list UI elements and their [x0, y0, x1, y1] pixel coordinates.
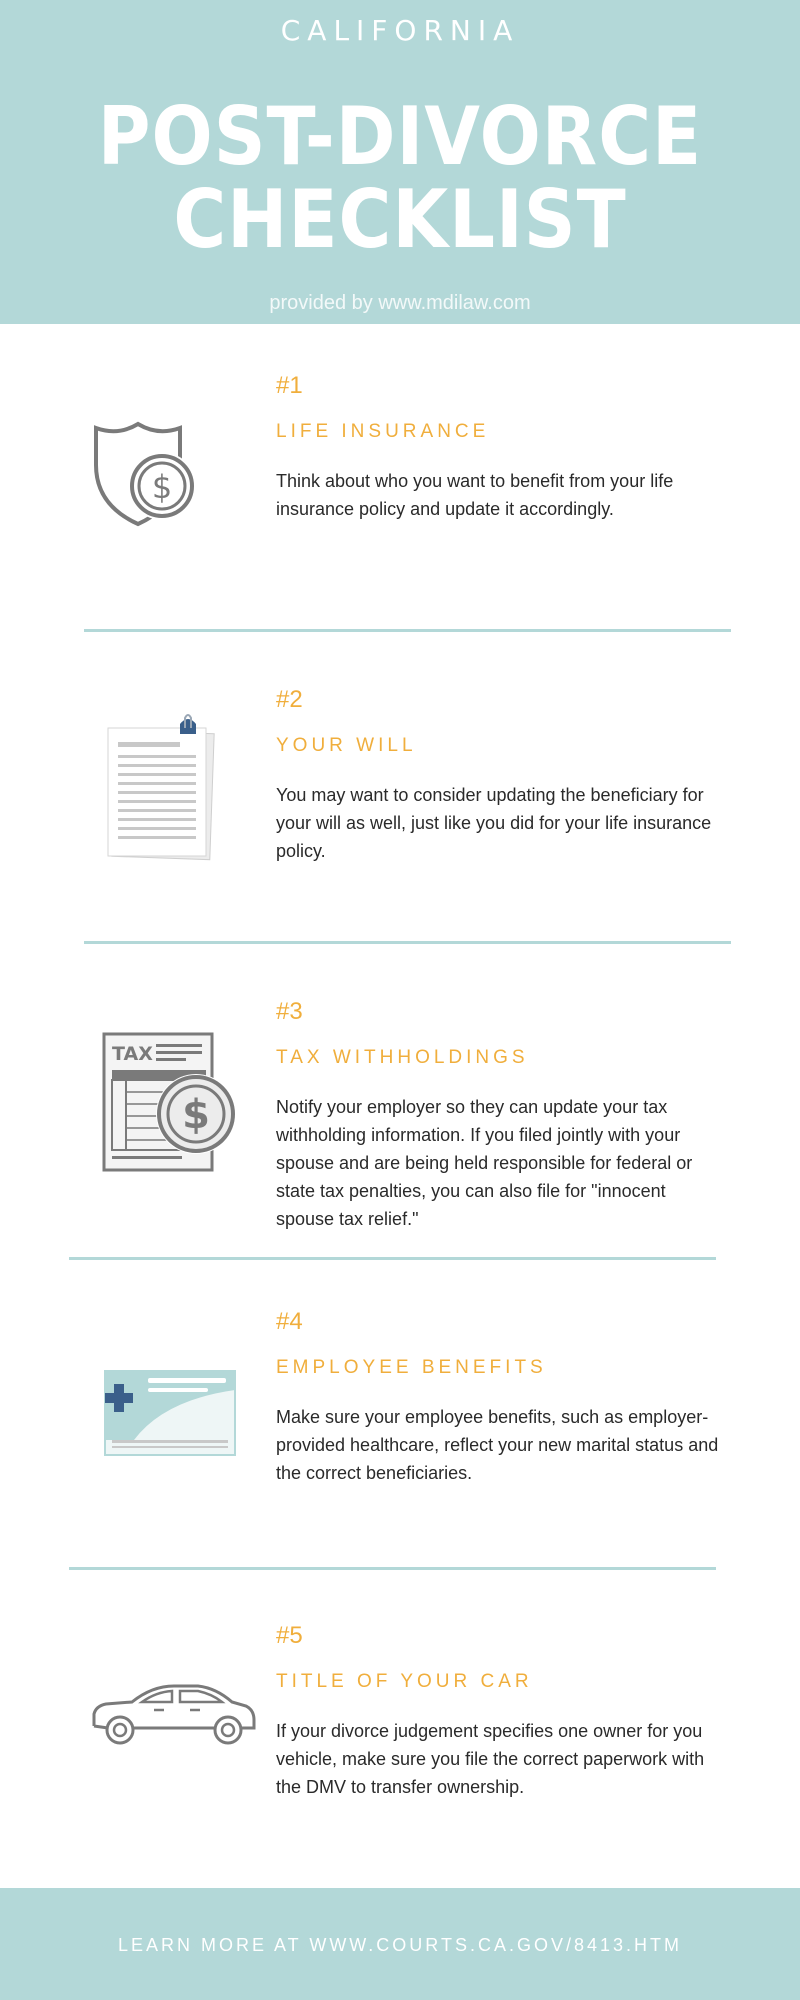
item-heading: TITLE OF YOUR CAR: [276, 1671, 533, 1692]
item-heading: EMPLOYEE BENEFITS: [276, 1357, 547, 1378]
learn-more-link[interactable]: LEARN MORE AT WWW.COURTS.CA.GOV/8413.HTM: [117, 1935, 683, 1955]
item-number: #3: [276, 998, 303, 1025]
item-description: Notify your employer so they can update your tax withholding information. If you filed jointly with your spouse and are being held responsible for federal or state tax penalties, you can also file for "innocent spouse tax relief.": [276, 1097, 693, 1229]
item-description: If your divorce judgement specifies one owner for you vehicle, make sure you file the correct paperwork with the DMV to transfer ownership.: [276, 1721, 705, 1797]
item-heading: LIFE INSURANCE: [276, 421, 490, 442]
footer-banner: [0, 1888, 800, 2000]
document-clip-icon: [100, 710, 220, 870]
svg-text:$: $: [182, 1092, 210, 1138]
provided-by-link[interactable]: provided by www.mdilaw.com: [269, 292, 531, 314]
divider: [69, 1257, 716, 1260]
item-number: #5: [276, 1622, 303, 1649]
tax-form-icon: [102, 1032, 238, 1172]
divider: [84, 629, 731, 632]
svg-text:TAX: TAX: [112, 1043, 153, 1065]
svg-text:$: $: [151, 468, 173, 506]
item-description: Make sure your employee benefits, such as employer-provided healthcare, reflect your new marital status and the correct beneficiaries.: [276, 1407, 719, 1483]
header-banner: [0, 0, 800, 324]
item-description: Think about who you want to benefit from your life insurance policy and update it accordingly.: [276, 471, 674, 519]
item-description: You may want to consider updating the beneficiary for your will as well, just like you did for your life insurance policy.: [276, 785, 712, 861]
page-title-line2: CHECKLIST: [173, 173, 627, 266]
car-icon: [90, 1680, 258, 1756]
page-title-line1: POST-DIVORCE: [97, 90, 703, 183]
item-number: #1: [276, 372, 303, 399]
item-heading: YOUR WILL: [276, 735, 417, 756]
health-card-icon: [104, 1370, 236, 1456]
item-heading: TAX WITHHOLDINGS: [276, 1047, 529, 1068]
divider: [69, 1567, 716, 1570]
divider: [84, 941, 731, 944]
state-label: CALIFORNIA: [280, 14, 520, 47]
shield-dollar-icon: [88, 420, 198, 530]
item-number: #4: [276, 1308, 303, 1335]
item-number: #2: [276, 686, 303, 713]
